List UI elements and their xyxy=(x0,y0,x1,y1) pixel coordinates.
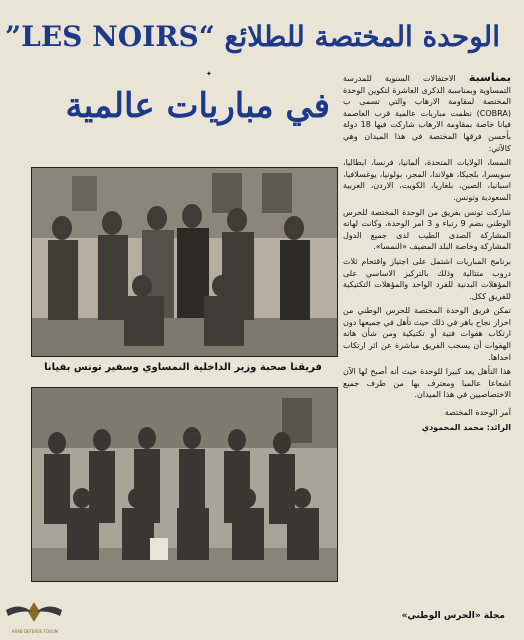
lead-text: الاحتفالات السنوية للمدرسة التمساوية وبمناسبة الذكرى العاشرة لتكوين الوحدة المختصة لمقاومة الارهاب والتي تسمى ب (COBRA) نظمت مباريات عالمية قرب العاصمة فيانا خاصة بمقاومة الارهاب شاركت فيها 18 دولة بأحسن فرقها المختصة في هذا الميدان وهي كالآتي: xyxy=(343,74,511,153)
headline-line-1: الوحدة المختصة للطلائع “LES NOIRS” xyxy=(5,20,500,53)
signature-role: آمر الوحدة المختصة xyxy=(444,408,511,418)
team-group-photo xyxy=(31,387,338,582)
lead-bold-word: بمناسبة xyxy=(468,72,511,84)
article-column xyxy=(343,72,511,600)
divider-star: ✦ xyxy=(206,70,212,78)
countries-paragraph: النمسا، الولايات المتحدة، ألمانيا، فرنسا، ايطاليا، سويسرا، بلجيكا، هولاندا، المجر، بولونيا، يوغسلافيا، اسبانيا، الصين، بلغاريا، الكويت، الاردن، العربية السعودية وتونس. xyxy=(343,158,511,202)
tunisia-paragraph: شاركت تونس بفريق من الوحدة المختصة للحرس الوطني بضم 9 رتباء و 3 امر الوحدة، وكانت لهاته المشاركة الصدى الطيب لدى جميع الدول المشاركة وخاصة البلد المضيف «النمسا». xyxy=(343,207,511,252)
signature-name: الرائد: محمد المحمودي xyxy=(421,422,511,432)
team-with-minister-photo xyxy=(31,167,338,357)
watermark-text: ARAB DEFENSE FORUM xyxy=(11,629,59,634)
program-paragraph: برنامج المباريات اشتمل على اجتياز واقتحام ثلاث دروب متتالية وذلك بالتركيز الاساسي على المؤهلات البدنية للفرد الواحد والمؤهلات التكتيكية للفريق ككل. xyxy=(343,256,511,301)
photo-caption: فريقنا صحبة وزير الداخلية النمساوي وسفير تونس بفيانا xyxy=(44,362,322,373)
magazine-footer: مجلة «الحرس الوطني» xyxy=(401,611,505,621)
result-paragraph: تمكن فريق الوحدة المختصة للحرس الوطني من احراز نجاح باهر في ذلك حيث تأهل في جميعها دون ارتكاب هفوات فنية أو تكتيكية ومن شأن هاته الهفوات أن يسحب الفريق مباشرة عن اثر ارتكاب احداها. xyxy=(343,306,511,362)
conclusion-paragraph: هذا التأهل يعد كبيرا للوحدة حيث أنه أصبح لها الآن اشعاعا عالميا ومعترف بها من طرف جميع الاختصاصيين في هذا الميدان. xyxy=(343,367,511,400)
headline-line-2: في مباريات عالمية xyxy=(65,86,330,126)
lead-paragraph xyxy=(343,72,511,154)
